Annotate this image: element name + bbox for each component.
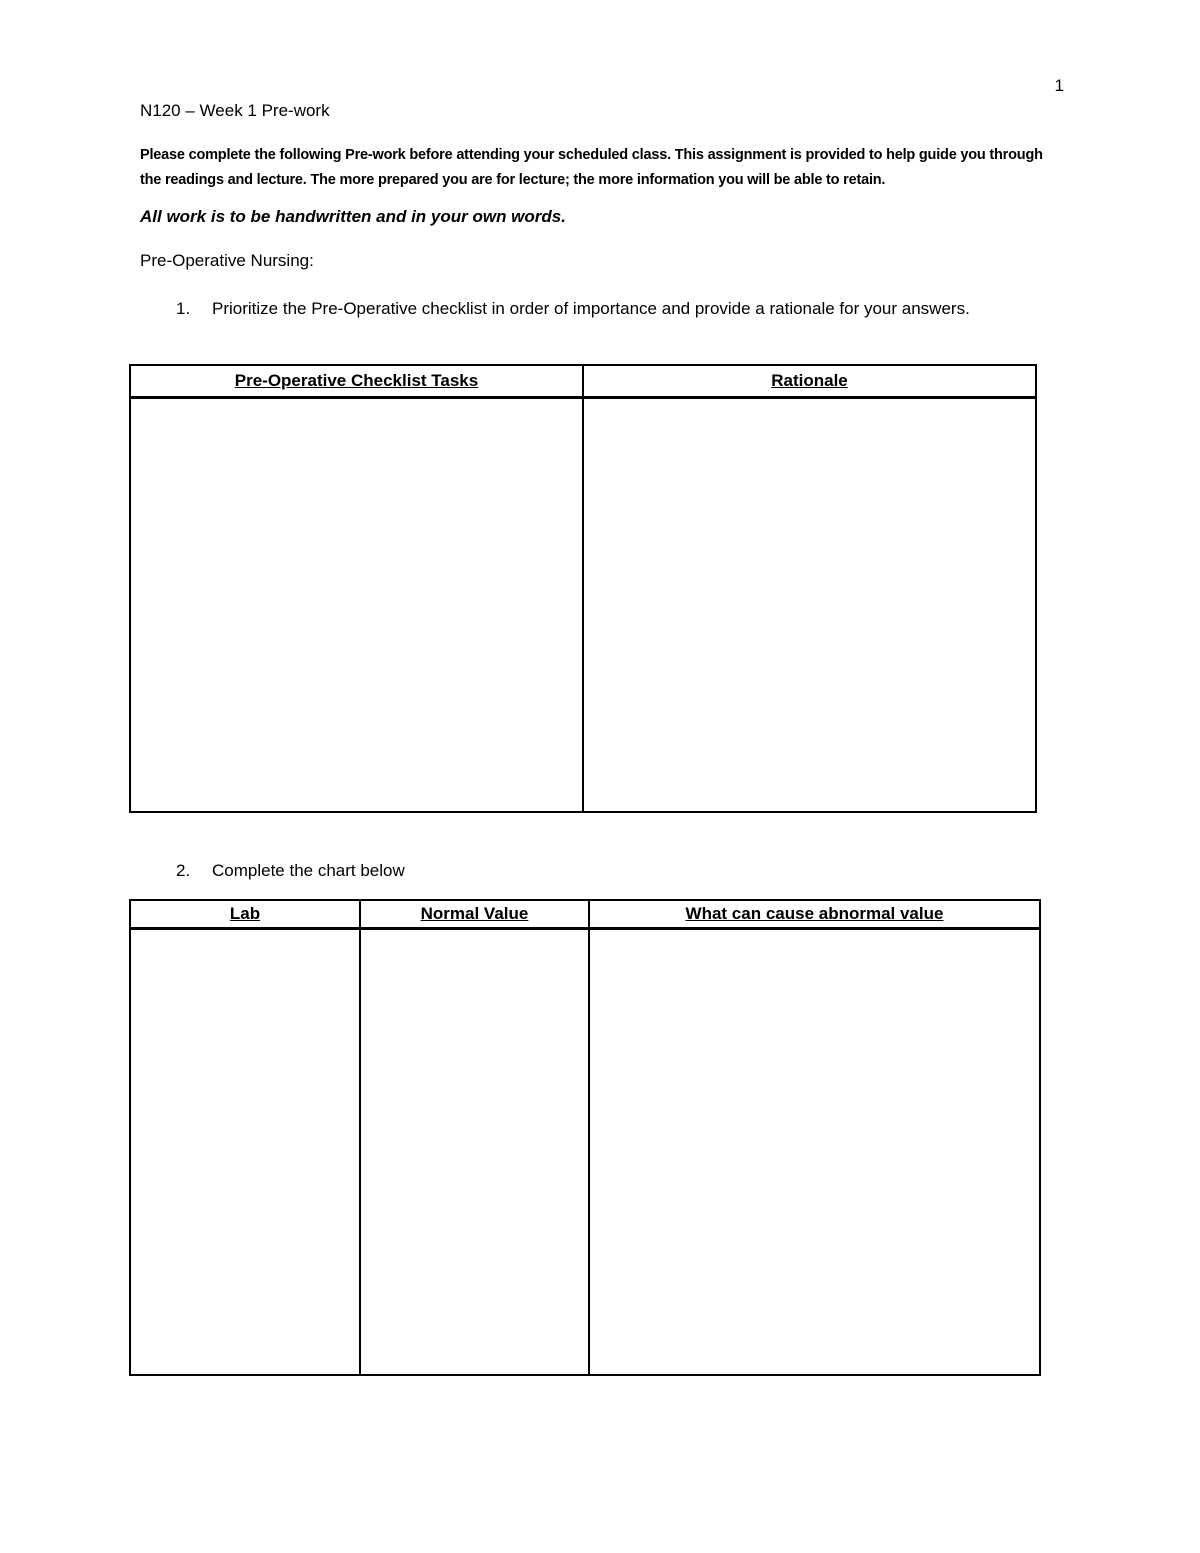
- rationale-answer-cell[interactable]: [583, 398, 1036, 813]
- lab-header: Lab: [130, 900, 360, 929]
- instructions-paragraph: Please complete the following Pre-work before attending your scheduled class. This assignment is provided to help guide you through the readings and lecture. The more prepared you are for lecture; the more information you will be able to retain.: [140, 147, 1043, 188]
- section-heading: Pre-Operative Nursing:: [140, 251, 314, 270]
- normal-value-answer-cell[interactable]: [360, 929, 589, 1376]
- checklist-answer-row: [130, 398, 1036, 813]
- question-2: [140, 859, 1040, 883]
- checklist-table: [129, 364, 1037, 813]
- checklist-tasks-answer-cell[interactable]: [130, 398, 583, 813]
- handwritten-notice: All work is to be handwritten and in your own words.: [140, 207, 566, 226]
- question-1-number: 1.: [176, 299, 191, 318]
- abnormal-cause-header: What can cause abnormal value: [589, 900, 1040, 929]
- lab-answer-row: [130, 929, 1040, 1376]
- rationale-header: Rationale: [583, 365, 1036, 398]
- lab-values-table: [129, 899, 1041, 1376]
- checklist-header-row: [130, 365, 1036, 398]
- checklist-tasks-header: Pre-Operative Checklist Tasks: [130, 365, 583, 398]
- document-title: N120 – Week 1 Pre-work: [140, 101, 330, 120]
- lab-answer-cell[interactable]: [130, 929, 360, 1376]
- lab-header-row: [130, 900, 1040, 929]
- question-2-text: Complete the chart below: [212, 861, 405, 880]
- page-number: 1: [1054, 76, 1064, 95]
- question-1-text: Prioritize the Pre-Operative checklist in order of importance and provide a rationale for your answers.: [212, 299, 970, 318]
- abnormal-cause-answer-cell[interactable]: [589, 929, 1040, 1376]
- question-1: [140, 294, 1040, 324]
- normal-value-header: Normal Value: [360, 900, 589, 929]
- question-2-number: 2.: [176, 861, 191, 880]
